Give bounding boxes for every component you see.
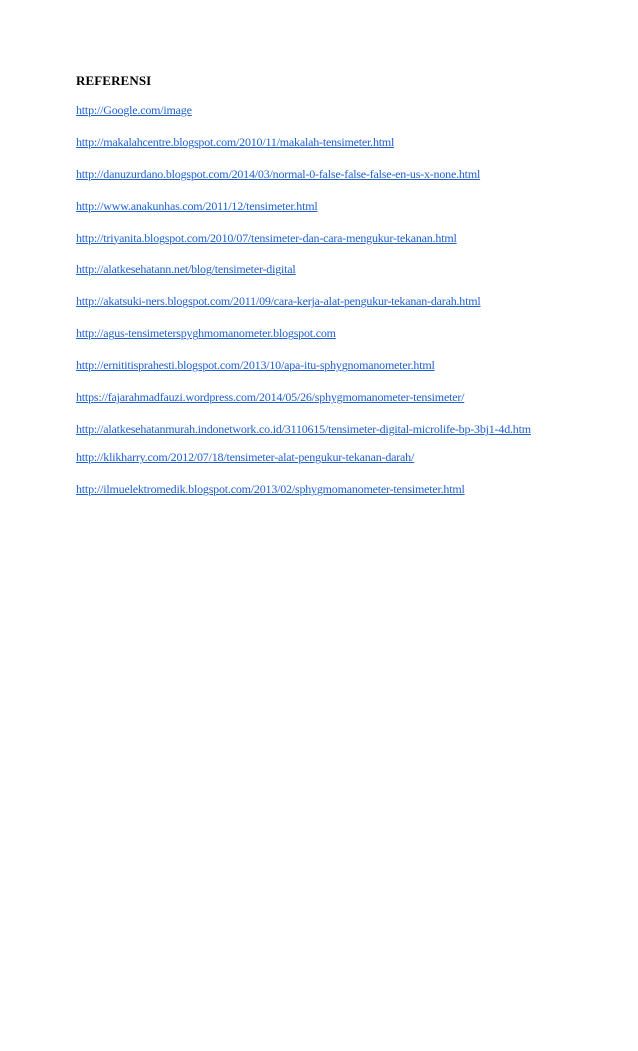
reference-link-google-image[interactable]: http://Google.com/image <box>76 103 192 117</box>
reference-item <box>76 448 562 466</box>
reference-link-makalahcentre[interactable]: http://makalahcentre.blogspot.com/2010/11/makalah-tensimeter.html <box>76 134 395 149</box>
reference-link-ilmuelektromedik[interactable]: http://ilmuelektromedik.blogspot.com/2013/02/sphygmomanometer-tensimeter.html <box>76 482 465 497</box>
reference-list <box>76 101 562 512</box>
reference-item <box>76 260 562 278</box>
reference-link-fajarahmadfauzi[interactable]: https://fajarahmadfauzi.wordpress.com/2014/05/26/sphygmomanometer-tensimeter/ <box>76 390 465 405</box>
reference-item <box>76 356 562 374</box>
reference-link-danuzurdano[interactable]: http://danuzurdano.blogspot.com/2014/03/normal-0-false-false-false-en-us-x-none.html <box>76 166 481 181</box>
reference-item <box>76 101 562 119</box>
reference-link-anakunhas[interactable]: http://www.anakunhas.com/2011/12/tensimeter.html <box>76 198 318 213</box>
reference-link-triyanita[interactable]: http://triyanita.blogspot.com/2010/07/tensimeter-dan-cara-mengukur-tekanan.html <box>76 230 457 245</box>
reference-item <box>76 165 562 183</box>
reference-link-ernititisprahesti[interactable]: http://ernititisprahesti.blogspot.com/2013/10/apa-itu-sphygnomanometer.html <box>76 358 435 373</box>
reference-item <box>76 197 562 215</box>
reference-item <box>76 133 562 151</box>
page-title: REFERENSI <box>76 73 152 88</box>
reference-item <box>76 229 562 247</box>
reference-link-agus-tensimeter[interactable]: http://agus-tensimeterspyghmomanometer.blogspot.com <box>76 326 336 341</box>
reference-item <box>76 480 562 498</box>
reference-item <box>76 388 562 406</box>
reference-item <box>76 420 562 438</box>
reference-item <box>76 324 562 342</box>
reference-link-alatkesehatann[interactable]: http://alatkesehatann.net/blog/tensimeter-digital <box>76 262 296 277</box>
reference-item <box>76 292 562 310</box>
reference-link-alatkesehatanmurah[interactable]: http://alatkesehatanmurah.indonetwork.co.id/3110615/tensimeter-digital-microlife-bp-3bj1-4d.htm <box>76 421 531 436</box>
reference-link-klikharry[interactable]: http://klikharry.com/2012/07/18/tensimeter-alat-pengukur-tekanan-darah/ <box>76 450 415 465</box>
reference-link-akatsuki-ners[interactable]: http://akatsuki-ners.blogspot.com/2011/09/cara-kerja-alat-pengukur-tekanan-darah.html <box>76 294 481 309</box>
